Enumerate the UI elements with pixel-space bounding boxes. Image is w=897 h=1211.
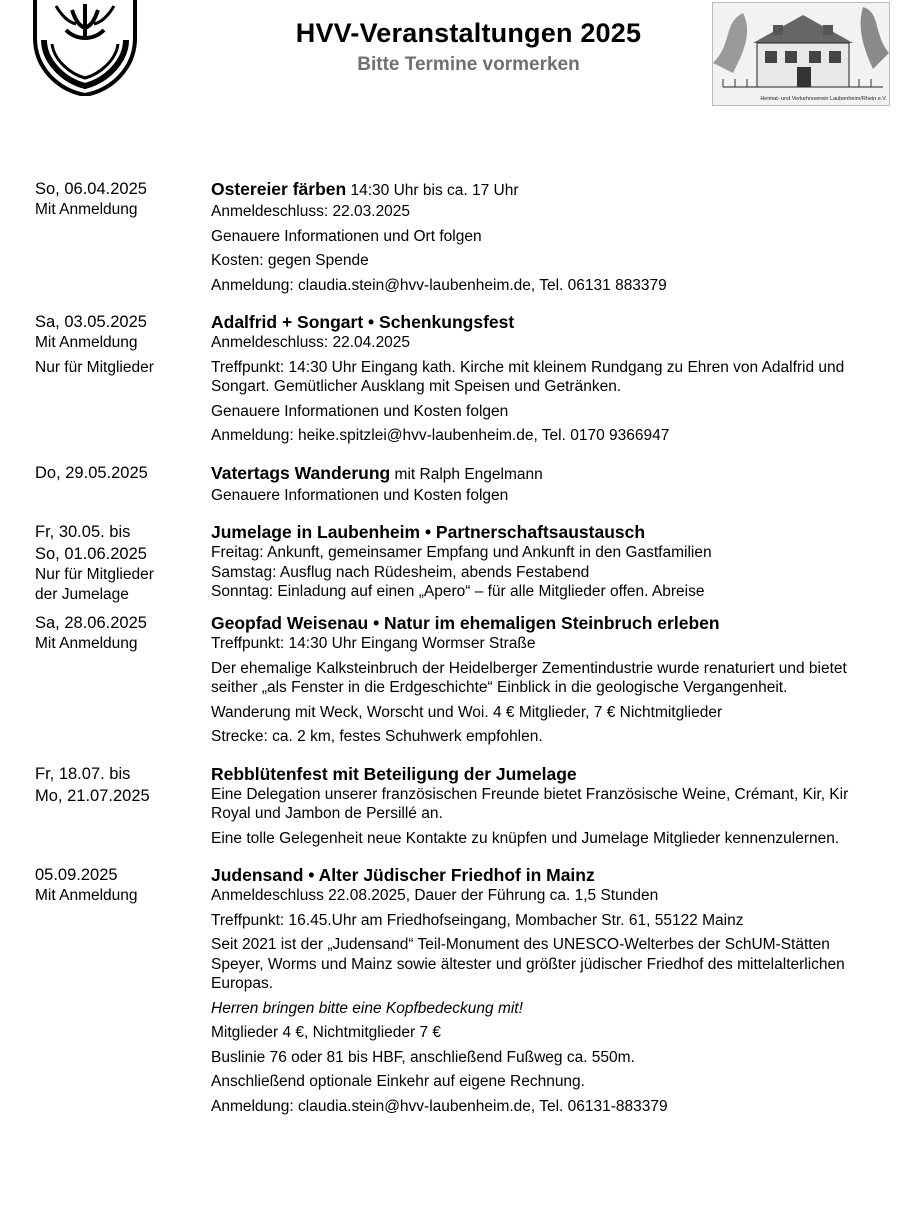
event-date-note: Nur für Mitglieder [35, 358, 154, 376]
event-detail-line: Genauere Informationen und Ort folgen [211, 227, 482, 245]
event-title-text: Ostereier färben [211, 179, 347, 199]
event-detail-line: Anmeldeschluss: 22.04.2025 [211, 334, 411, 351]
event-date-column [0, 612, 211, 747]
event-date: Do, 29.05.2025 [35, 463, 148, 482]
photo-caption: Heimat- und Verkehrsverein Laubenheim/Rhein e.V. [760, 96, 887, 102]
event-date-column [0, 462, 211, 506]
event-detail-line: Sonntag: Einladung auf einen „Apero“ – für alle Mitglieder offen. Abreise [211, 583, 705, 600]
event-entry [0, 178, 897, 295]
clubhouse-sketch [713, 3, 889, 105]
event-title [211, 864, 851, 886]
page-title: HVV-Veranstaltungen 2025 [295, 18, 642, 48]
event-detail-line: Seit 2021 ist der „Judensand“ Teil-Monument des UNESCO-Welterbes der SchUM-Stätten Speyer, Worms und Mainz sowie ältester und größter jüdischer Friedhof des mittelalterlichen Europas. [211, 936, 845, 992]
event-detail-line: Genauere Informationen und Kosten folgen [211, 402, 509, 420]
event-entry [0, 462, 897, 506]
event-detail-line: Der ehemalige Kalksteinbruch der Heidelberger Zementindustrie wurde renaturiert und bietet seither „als Fenster in die Erdgeschichte“ Einblick in die geologische Vergangenheit. [211, 659, 847, 696]
event-title [211, 462, 851, 486]
event-detail-line: Treffpunkt: 16.45.Uhr am Friedhofseingang, Mombacher Str. 61, 55122 Mainz [211, 911, 744, 929]
event-detail-line: Anmeldeschluss 22.08.2025, Dauer der Führung ca. 1,5 Stunden [211, 887, 659, 904]
clubhouse-photo [712, 2, 890, 106]
event-title-text: Vatertags Wanderung [211, 462, 391, 483]
event-title [211, 311, 851, 333]
event-detail-line: Anmeldung: heike.spitzlei@hvv-laubenheim.de, Tel. 0170 9366947 [211, 427, 670, 444]
event-date-column [0, 864, 211, 1116]
event-date: Sa, 03.05.2025 [35, 313, 147, 331]
event-date: Fr, 30.05. bis [35, 523, 131, 541]
event-date-note: So, 01.06.2025 [35, 545, 147, 563]
event-details [211, 612, 851, 747]
event-detail-line: Anmeldeschluss: 22.03.2025 [211, 203, 411, 220]
event-details [211, 521, 851, 604]
event-title [211, 178, 851, 202]
event-details [211, 311, 851, 446]
event-detail-line: Eine tolle Gelegenheit neue Kontakte zu knüpfen und Jumelage Mitglieder kennenzulernen. [211, 829, 840, 847]
event-title [211, 612, 851, 634]
event-entry [0, 521, 897, 604]
event-details [211, 864, 851, 1116]
event-date-column [0, 521, 211, 604]
event-title-extra: mit Ralph Engelmann [390, 465, 543, 483]
event-date: 05.09.2025 [35, 866, 118, 884]
event-detail-line: Anschließend optionale Einkehr auf eigene Rechnung. [211, 1073, 585, 1090]
event-details [211, 462, 851, 506]
event-detail-line: Samstag: Ausflug nach Rüdesheim, abends Festabend [211, 563, 590, 581]
event-date: Fr, 18.07. bis [35, 764, 131, 783]
event-date-note: Mit Anmeldung [35, 887, 138, 904]
event-detail-line: Genauere Informationen und Kosten folgen [211, 486, 509, 504]
event-list [0, 178, 897, 1116]
event-date: So, 06.04.2025 [35, 180, 147, 198]
event-date-column [0, 763, 211, 849]
event-date: Sa, 28.06.2025 [35, 614, 147, 632]
event-detail-line: Anmeldung: claudia.stein@hvv-laubenheim.de, Tel. 06131-883379 [211, 1097, 668, 1115]
event-date-note: Mit Anmeldung [35, 334, 138, 351]
event-detail-line: Anmeldung: claudia.stein@hvv-laubenheim.de, Tel. 06131 883379 [211, 276, 667, 294]
event-entry [0, 864, 897, 1116]
event-date-column [0, 311, 211, 446]
event-title [211, 763, 851, 785]
event-details [211, 763, 851, 849]
event-date-note: Mit Anmeldung [35, 201, 138, 218]
event-date-note: Mit Anmeldung [35, 635, 138, 652]
event-detail-line: Buslinie 76 oder 81 bis HBF, anschließend Fußweg ca. 550m. [211, 1048, 635, 1066]
event-detail-line: Eine Delegation unserer französischen Freunde bietet Französische Weine, Crémant, Kir, Kir Royal und Jambon de Persillé an. [211, 785, 849, 822]
event-detail-line: Strecke: ca. 2 km, festes Schuhwerk empfohlen. [211, 728, 543, 745]
event-title-extra: 14:30 Uhr bis ca. 17 Uhr [346, 182, 519, 199]
event-detail-line: Treffpunkt: 14:30 Uhr Eingang kath. Kirche mit kleinem Rundgang zu Ehren von Adalfrid und Songart. Gemütlicher Ausklang mit Speisen und Getränken. [211, 358, 845, 395]
event-entry [0, 612, 897, 747]
event-date-column [0, 178, 211, 295]
event-title-text: Adalfrid + Songart • Schenkungsfest [211, 312, 515, 332]
event-detail-line: Freitag: Ankunft, gemeinsamer Empfang und Ankunft in den Gastfamilien [211, 544, 712, 561]
event-date-note: der Jumelage [35, 585, 129, 603]
event-detail-line: Kosten: gegen Spende [211, 252, 369, 269]
page-header [0, 0, 897, 120]
page-subtitle: Bitte Termine vormerken [357, 54, 580, 75]
event-title-text: Rebblütenfest mit Beteiligung der Jumelage [211, 763, 577, 784]
event-entry [0, 763, 897, 849]
event-title-text: Jumelage in Laubenheim • Partnerschaftsaustausch [211, 522, 646, 542]
event-detail-line: Treffpunkt: 14:30 Uhr Eingang Wormser Straße [211, 635, 536, 652]
event-detail-line: Herren bringen bitte eine Kopfbedeckung mit! [211, 999, 523, 1017]
event-entry [0, 311, 897, 446]
event-date-note: Nur für Mitglieder [35, 566, 154, 583]
event-date-note: Mo, 21.07.2025 [35, 786, 150, 805]
event-title-text: Judensand • Alter Jüdischer Friedhof in Mainz [211, 865, 595, 885]
event-title [211, 521, 851, 543]
event-detail-line: Wanderung mit Weck, Worscht und Woi. 4 € Mitglieder, 7 € Nichtmitglieder [211, 703, 723, 721]
event-detail-line: Mitglieder 4 €, Nichtmitglieder 7 € [211, 1024, 442, 1041]
event-title-text: Geopfad Weisenau • Natur im ehemaligen Steinbruch erleben [211, 613, 720, 633]
event-details [211, 178, 851, 295]
